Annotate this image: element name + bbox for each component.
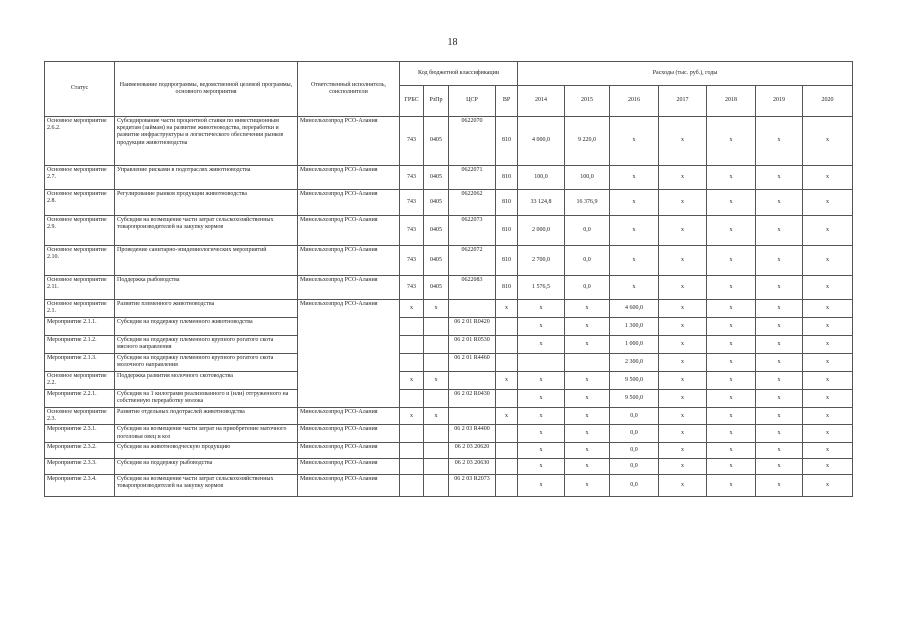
amount-cell: x — [756, 354, 803, 372]
amount-cell: 0,0 — [610, 458, 659, 474]
rzpr-cell — [424, 318, 449, 336]
table-row — [45, 390, 853, 408]
vr-cell: x — [496, 300, 518, 318]
amount-cell: x — [756, 372, 803, 390]
vr-cell — [496, 425, 518, 442]
amount-cell: x — [610, 117, 659, 166]
name-cell: Субсидия на поддержку племенного животноводства — [115, 318, 298, 336]
csr-cell: 0622070 — [449, 117, 496, 166]
grbs-cell: 743 — [400, 246, 424, 276]
amount-cell — [518, 354, 565, 372]
executor-cell: Минсельхозпрод РСО-Алания — [298, 166, 400, 190]
amount-cell: x — [803, 372, 853, 390]
amount-cell: 0,0 — [565, 276, 610, 300]
amount-cell: x — [707, 246, 756, 276]
amount-cell: x — [803, 354, 853, 372]
header-expense-group: Расходы (тыс. руб.), годы — [518, 62, 853, 86]
name-cell: Субсидия на возмещение части затрат сельскохозяйственных товаропроизводителей на закупку кормов — [115, 216, 298, 246]
amount-cell: x — [565, 458, 610, 474]
csr-cell: 06 2 03 20630 — [449, 458, 496, 474]
csr-cell: 0622073 — [449, 216, 496, 246]
status-cell: Мероприятие 2.3.3. — [45, 458, 115, 474]
amount-cell: x — [518, 442, 565, 458]
name-cell: Развитие племенного животноводства — [115, 300, 298, 318]
csr-cell: 06 2 02 R0430 — [449, 390, 496, 408]
header-year: 2014 — [518, 86, 565, 117]
amount-cell: 100,0 — [518, 166, 565, 190]
amount-cell: x — [659, 336, 707, 354]
amount-cell: x — [756, 318, 803, 336]
amount-cell: x — [659, 390, 707, 408]
rzpr-cell: 0405 — [424, 190, 449, 216]
amount-cell: x — [803, 216, 853, 246]
csr-cell: 0622062 — [449, 190, 496, 216]
amount-cell: x — [659, 458, 707, 474]
grbs-cell: 743 — [400, 216, 424, 246]
status-cell: Мероприятие 2.1.1. — [45, 318, 115, 336]
amount-cell: x — [803, 425, 853, 442]
grbs-cell — [400, 442, 424, 458]
status-cell: Основное мероприятие 2.11. — [45, 276, 115, 300]
amount-cell: x — [659, 318, 707, 336]
status-cell: Мероприятие 2.3.2. — [45, 442, 115, 458]
name-cell: Проведение санитарно-эпидемиологических мероприятий — [115, 246, 298, 276]
header-status: Статус — [45, 62, 115, 117]
amount-cell: x — [756, 276, 803, 300]
amount-cell: 0,0 — [610, 442, 659, 458]
table-row — [45, 354, 853, 372]
amount-cell: x — [803, 166, 853, 190]
grbs-cell — [400, 425, 424, 442]
csr-cell — [449, 300, 496, 318]
executor-cell: Минсельхозпрод РСО-Алания — [298, 216, 400, 246]
amount-cell: x — [756, 408, 803, 425]
amount-cell: 0,0 — [610, 408, 659, 425]
executor-cell: Минсельхозпрод РСО-Алания — [298, 190, 400, 216]
amount-cell: 9 500,0 — [610, 390, 659, 408]
amount-cell: x — [518, 372, 565, 390]
name-cell: Субсидия на поддержку племенного крупного рогатого скота молочного направления — [115, 354, 298, 372]
grbs-cell: x — [400, 372, 424, 390]
grbs-cell: x — [400, 408, 424, 425]
amount-cell: x — [518, 336, 565, 354]
amount-cell: x — [565, 474, 610, 496]
vr-cell — [496, 458, 518, 474]
amount-cell: 4 600,0 — [610, 300, 659, 318]
header-year: 2015 — [565, 86, 610, 117]
budget-table — [44, 61, 853, 497]
name-cell: Поддержка развития молочного скотоводства — [115, 372, 298, 390]
amount-cell: x — [659, 408, 707, 425]
amount-cell: x — [707, 216, 756, 246]
table-header — [45, 62, 853, 117]
table-row — [45, 458, 853, 474]
amount-cell: x — [707, 372, 756, 390]
name-cell: Субсидия на поддержку племенного крупного рогатого скота мясного направления — [115, 336, 298, 354]
amount-cell: x — [565, 318, 610, 336]
rzpr-cell: 0405 — [424, 117, 449, 166]
rzpr-cell — [424, 336, 449, 354]
amount-cell: x — [707, 425, 756, 442]
amount-cell: 0,0 — [565, 246, 610, 276]
csr-cell: 0622083 — [449, 276, 496, 300]
amount-cell: x — [803, 117, 853, 166]
csr-cell — [449, 408, 496, 425]
status-cell: Основное мероприятие 2.6.2. — [45, 117, 115, 166]
amount-cell: x — [803, 442, 853, 458]
amount-cell: x — [610, 166, 659, 190]
grbs-cell — [400, 458, 424, 474]
amount-cell: x — [707, 190, 756, 216]
grbs-cell: 743 — [400, 276, 424, 300]
executor-cell: Минсельхозпрод РСО-Алания — [298, 408, 400, 425]
amount-cell — [565, 354, 610, 372]
rzpr-cell: 0405 — [424, 276, 449, 300]
table-row — [45, 336, 853, 354]
amount-cell: x — [756, 425, 803, 442]
csr-cell: 06 2 03 R4400 — [449, 425, 496, 442]
table-row — [45, 318, 853, 336]
name-cell: Развитие отдельных подотраслей животноводства — [115, 408, 298, 425]
rzpr-cell — [424, 354, 449, 372]
amount-cell: x — [659, 372, 707, 390]
amount-cell: x — [803, 474, 853, 496]
executor-cell: Минсельхозпрод РСО-Алания — [298, 246, 400, 276]
rzpr-cell: x — [424, 408, 449, 425]
name-cell: Субсидия на возмещение части затрат на приобретение маточного поголовья овец и коз — [115, 425, 298, 442]
amount-cell: x — [707, 166, 756, 190]
vr-cell — [496, 354, 518, 372]
amount-cell: x — [756, 117, 803, 166]
status-cell: Основное мероприятие 2.2. — [45, 372, 115, 390]
amount-cell: x — [518, 390, 565, 408]
amount-cell: 1 576,5 — [518, 276, 565, 300]
amount-cell: x — [659, 474, 707, 496]
amount-cell: x — [518, 458, 565, 474]
csr-cell: 0622072 — [449, 246, 496, 276]
executor-cell: Минсельхозпрод РСО-Алания — [298, 276, 400, 300]
name-cell: Субсидирование части процентной ставки по инвестиционным кредитам (займам) на развитие животноводства, переработки и развитие инфраструктуры и логистического обеспечения рынков продукции животноводства — [115, 117, 298, 166]
vr-cell — [496, 336, 518, 354]
amount-cell: x — [756, 474, 803, 496]
grbs-cell — [400, 354, 424, 372]
rzpr-cell — [424, 474, 449, 496]
vr-cell: 810 — [496, 216, 518, 246]
table-body — [45, 117, 853, 497]
amount-cell: x — [565, 442, 610, 458]
amount-cell: x — [565, 390, 610, 408]
amount-cell: x — [518, 300, 565, 318]
table-row — [45, 300, 853, 318]
grbs-cell — [400, 318, 424, 336]
amount-cell: x — [707, 390, 756, 408]
amount-cell: x — [707, 318, 756, 336]
rzpr-cell — [424, 390, 449, 408]
name-cell: Субсидия на животноводческую продукцию — [115, 442, 298, 458]
amount-cell: x — [610, 216, 659, 246]
header-year: 2017 — [659, 86, 707, 117]
amount-cell: 100,0 — [565, 166, 610, 190]
vr-cell: 810 — [496, 246, 518, 276]
grbs-cell: 743 — [400, 166, 424, 190]
name-cell: Субсидия на 1 килограмм реализованного и (или) отгруженного на собственную переработку молока — [115, 390, 298, 408]
grbs-cell — [400, 390, 424, 408]
rzpr-cell: x — [424, 300, 449, 318]
amount-cell: x — [756, 458, 803, 474]
csr-cell: 06 2 01 R4460 — [449, 354, 496, 372]
header-vr: ВР — [496, 86, 518, 117]
page-number: 18 — [447, 37, 458, 48]
amount-cell: x — [518, 318, 565, 336]
amount-cell: x — [565, 336, 610, 354]
amount-cell: x — [518, 474, 565, 496]
table-row — [45, 246, 853, 276]
status-cell: Основное мероприятие 2.9. — [45, 216, 115, 246]
executor-cell: Минсельхозпрод РСО-Алания — [298, 425, 400, 442]
name-cell: Субсидия на возмещение части затрат сельскохозяйственных товаропроизводителей на закупку кормов — [115, 474, 298, 496]
grbs-cell: x — [400, 300, 424, 318]
amount-cell: 16 376,9 — [565, 190, 610, 216]
amount-cell: 9 220,0 — [565, 117, 610, 166]
executor-cell: Минсельхозпрод РСО-Алания — [298, 458, 400, 474]
executor-cell: Минсельхозпрод РСО-Алания — [298, 474, 400, 496]
status-cell: Основное мероприятие 2.10. — [45, 246, 115, 276]
amount-cell: x — [803, 458, 853, 474]
amount-cell: x — [756, 216, 803, 246]
status-cell: Мероприятие 2.3.1. — [45, 425, 115, 442]
amount-cell: 1 300,0 — [610, 318, 659, 336]
amount-cell: x — [659, 166, 707, 190]
vr-cell: 810 — [496, 276, 518, 300]
rzpr-cell: 0405 — [424, 246, 449, 276]
executor-cell: Минсельхозпрод РСО-Алания — [298, 117, 400, 166]
amount-cell: x — [659, 246, 707, 276]
amount-cell: x — [565, 300, 610, 318]
grbs-cell — [400, 336, 424, 354]
table-row — [45, 474, 853, 496]
executor-cell: Минсельхозпрод РСО-Алания — [298, 300, 400, 408]
amount-cell: x — [756, 390, 803, 408]
grbs-cell — [400, 474, 424, 496]
vr-cell — [496, 318, 518, 336]
amount-cell: 2 300,0 — [610, 354, 659, 372]
amount-cell: x — [659, 354, 707, 372]
vr-cell: x — [496, 408, 518, 425]
header-executor: Ответственный исполнитель, соисполнители — [298, 62, 400, 117]
name-cell: Поддержка рыбоводства — [115, 276, 298, 300]
amount-cell: 1 000,0 — [610, 336, 659, 354]
header-year: 2019 — [756, 86, 803, 117]
rzpr-cell: 0405 — [424, 166, 449, 190]
csr-cell: 06 2 03 20620 — [449, 442, 496, 458]
amount-cell: x — [565, 408, 610, 425]
csr-cell: 06 2 01 R0530 — [449, 336, 496, 354]
amount-cell: x — [756, 336, 803, 354]
status-cell: Основное мероприятие 2.3. — [45, 408, 115, 425]
amount-cell: 33 124,8 — [518, 190, 565, 216]
rzpr-cell — [424, 425, 449, 442]
amount-cell: x — [707, 300, 756, 318]
rzpr-cell — [424, 442, 449, 458]
vr-cell: x — [496, 372, 518, 390]
vr-cell — [496, 390, 518, 408]
table-row — [45, 166, 853, 190]
executor-cell: Минсельхозпрод РСО-Алания — [298, 442, 400, 458]
status-cell: Основное мероприятие 2.8. — [45, 190, 115, 216]
status-cell: Мероприятие 2.1.3. — [45, 354, 115, 372]
header-year: 2016 — [610, 86, 659, 117]
amount-cell: x — [803, 408, 853, 425]
header-year: 2020 — [803, 86, 853, 117]
amount-cell: 2 000,0 — [518, 216, 565, 246]
amount-cell: x — [565, 425, 610, 442]
amount-cell: x — [803, 190, 853, 216]
amount-cell: x — [707, 354, 756, 372]
amount-cell: x — [707, 408, 756, 425]
header-csr: ЦСР — [449, 86, 496, 117]
grbs-cell: 743 — [400, 190, 424, 216]
amount-cell: x — [610, 190, 659, 216]
amount-cell: 0,0 — [610, 425, 659, 442]
amount-cell: 4 000,0 — [518, 117, 565, 166]
table-row — [45, 442, 853, 458]
name-cell: Управление рисками в подотраслях животноводства — [115, 166, 298, 190]
amount-cell: x — [707, 458, 756, 474]
amount-cell: x — [803, 276, 853, 300]
amount-cell: x — [565, 372, 610, 390]
amount-cell: x — [803, 246, 853, 276]
amount-cell: x — [659, 190, 707, 216]
csr-cell — [449, 372, 496, 390]
amount-cell: x — [707, 474, 756, 496]
table-row — [45, 117, 853, 166]
amount-cell: x — [610, 276, 659, 300]
header-rzpr: РзПр — [424, 86, 449, 117]
header-grbs: ГРБС — [400, 86, 424, 117]
amount-cell: x — [756, 166, 803, 190]
amount-cell: 9 500,0 — [610, 372, 659, 390]
status-cell: Основное мероприятие 2.1. — [45, 300, 115, 318]
amount-cell: x — [659, 442, 707, 458]
name-cell: Субсидия на поддержку рыбоводства — [115, 458, 298, 474]
amount-cell: x — [610, 246, 659, 276]
table-row — [45, 190, 853, 216]
status-cell: Мероприятие 2.1.2. — [45, 336, 115, 354]
amount-cell: x — [659, 276, 707, 300]
table-row — [45, 216, 853, 246]
status-cell: Мероприятие 2.2.1. — [45, 390, 115, 408]
amount-cell: x — [803, 318, 853, 336]
amount-cell: x — [518, 425, 565, 442]
amount-cell: 0,0 — [565, 216, 610, 246]
amount-cell: x — [659, 117, 707, 166]
amount-cell: x — [518, 408, 565, 425]
amount-cell: x — [756, 246, 803, 276]
csr-cell: 0622071 — [449, 166, 496, 190]
vr-cell — [496, 474, 518, 496]
vr-cell — [496, 442, 518, 458]
vr-cell: 810 — [496, 117, 518, 166]
amount-cell: 2 700,0 — [518, 246, 565, 276]
rzpr-cell: x — [424, 372, 449, 390]
vr-cell: 810 — [496, 166, 518, 190]
vr-cell: 810 — [496, 190, 518, 216]
amount-cell: x — [803, 390, 853, 408]
amount-cell: x — [659, 300, 707, 318]
amount-cell: x — [756, 300, 803, 318]
csr-cell: 06 2 03 R2073 — [449, 474, 496, 496]
header-year: 2018 — [707, 86, 756, 117]
rzpr-cell — [424, 458, 449, 474]
amount-cell: x — [707, 336, 756, 354]
header-code-group: Код бюджетной классификации — [400, 62, 518, 86]
amount-cell: x — [756, 442, 803, 458]
amount-cell: x — [707, 117, 756, 166]
amount-cell: x — [707, 276, 756, 300]
status-cell: Основное мероприятие 2.7. — [45, 166, 115, 190]
amount-cell: x — [803, 300, 853, 318]
amount-cell: x — [659, 425, 707, 442]
amount-cell: x — [756, 190, 803, 216]
status-cell: Мероприятие 2.3.4. — [45, 474, 115, 496]
amount-cell: 0,0 — [610, 474, 659, 496]
header-name: Наименование подпрограммы, ведомственной целевой программы, основного мероприятия — [115, 62, 298, 117]
csr-cell: 06 2 01 R0420 — [449, 318, 496, 336]
table-row — [45, 408, 853, 425]
rzpr-cell: 0405 — [424, 216, 449, 246]
grbs-cell: 743 — [400, 117, 424, 166]
table-row — [45, 372, 853, 390]
table-row — [45, 276, 853, 300]
amount-cell: x — [659, 216, 707, 246]
amount-cell: x — [803, 336, 853, 354]
table-row — [45, 425, 853, 442]
amount-cell: x — [707, 442, 756, 458]
name-cell: Регулирование рынков продукции животноводства — [115, 190, 298, 216]
